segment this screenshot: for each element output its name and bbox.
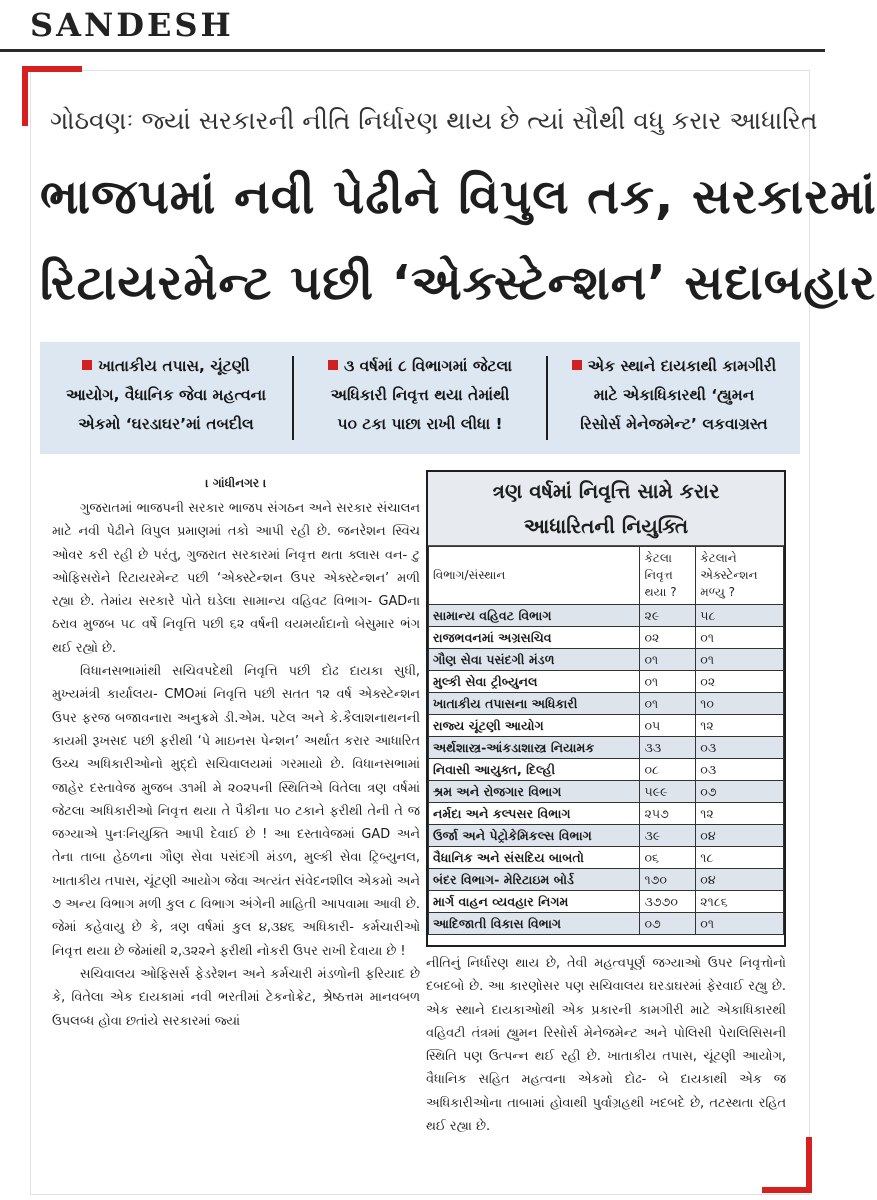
cell-retired: ૦૨	[640, 627, 696, 649]
deck-text: ખાતાકીય તપાસ, ચૂંટણી	[98, 357, 250, 375]
deck-text: અધિકારી નિવૃત્ત થયા તેમાંથી	[330, 386, 510, 404]
cell-retired: ૦૧	[640, 649, 696, 671]
cell-dept: મુલ્કી સેવા ટ્રીબ્યુનલ	[429, 671, 640, 693]
table-body	[429, 605, 784, 935]
cell-retired: ૨૯	[640, 605, 696, 627]
table-row	[429, 803, 784, 825]
brand-logo: SANDESH	[30, 6, 234, 44]
cell-retired: ૩૩	[640, 737, 696, 759]
table-row	[429, 869, 784, 891]
deck-item	[548, 342, 800, 454]
cell-extension: ૦૧	[696, 649, 784, 671]
bullet-square-icon	[82, 360, 92, 370]
cell-retired: ૦૫	[640, 715, 696, 737]
table-title	[428, 472, 784, 546]
cell-dept: બંદર વિભાગ- મેરિટાઇમ બોર્ડ	[429, 869, 640, 891]
cell-retired: ૧૭૦	[640, 869, 696, 891]
bullet-square-icon	[328, 360, 338, 370]
deck-text: માટે એકાધિકારથી ‘હ્યુમન	[593, 386, 755, 404]
table-header-row	[429, 547, 784, 605]
dateline: । ગાંધીનગર ।	[205, 476, 267, 490]
bullet-square-icon	[572, 360, 582, 370]
table-row	[429, 847, 784, 869]
cell-retired: ૦૭	[640, 913, 696, 935]
table-row	[429, 715, 784, 737]
deck-text: રિસોર્સ મેનેજમેન્ટ’ લકવાગ્રસ્ત	[580, 415, 768, 433]
data-table-box	[426, 470, 786, 947]
cell-dept: નિવાસી આયુક્ત, દિલ્હી	[429, 759, 640, 781]
table-title-line: આધારિતની નિયુક્તિ	[523, 514, 689, 538]
headline-line-1: ભાજપમાં નવી પેઢીને વિપુલ તક, સરકારમાં	[40, 169, 877, 225]
article-body-left	[52, 476, 420, 1033]
cell-extension: ૦૩	[696, 759, 784, 781]
deck-item	[40, 342, 292, 454]
paragraph: ગુજરાતમાં ભાજપની સરકાર ભાજપ સંગઠન અને સરકાર સંચાલન માટે નવી પેઢીને વિપુલ પ્રમાણમાં તકો આપી રહી છે. જનરેશન સ્વિચ ઓવર કરી રહી છે પરંતુ, ગુજરાત સરકારમાં નિવૃત્ત થતા ક્લાસ વન- ટુ ઓફિસરોને રિટાયરમેન્ટ પછી ‘એક્સ્ટેન્શન ઉપર એક્સ્ટેન્શન’ મળી રહ્યા છે. તેમાંય સરકારે પોતે ઘડેલા સામાન્ય વહિવટ વિભાગ- GADના ઠરાવ મુજબ ૫૮ વર્ષે નિવૃત્તિ પછી ૬૨ વર્ષની વયમર્યાદાનો બેસુમાર ભંગ થઈ રહ્યો છે.	[52, 501, 420, 656]
table-row	[429, 671, 784, 693]
corner-accent-bottom-right	[762, 1137, 812, 1193]
table-row	[429, 737, 784, 759]
cell-dept: ગૌણ સેવા પસંદગી મંડળ	[429, 649, 640, 671]
deck-item	[294, 342, 546, 454]
cell-dept: આદિજાતી વિકાસ વિભાગ	[429, 913, 640, 935]
table-row	[429, 649, 784, 671]
cell-extension: ૧૨	[696, 803, 784, 825]
cell-retired: ૩૭૭૦	[640, 891, 696, 913]
deck-text: એકમો ‘ઘરડાઘર’માં તબદીલ	[78, 415, 254, 433]
paragraph: સચિવાલય ઓફિસર્સ ફેડરેશન અને કર્મચારી મંડળોની ફરિયાદ છે કે, વિતેલા એક દાયકામાં નવી ભરતીમાં ટેકનોક્રેટ, શ્રેષ્ઠત્તમ માનવબળ ઉપલબ્ધ હોવા છતાંયે સરકારમાં જ્યાં	[52, 966, 420, 1029]
header-retired: કેટલા નિવૃત્ત થયા ?	[640, 547, 696, 605]
cell-extension: ૫૮	[696, 605, 784, 627]
retirement-extension-table	[428, 546, 784, 935]
table-row	[429, 825, 784, 847]
cell-extension: ૦૧	[696, 627, 784, 649]
cell-extension: ૦૭	[696, 781, 784, 803]
cell-dept: સામાન્ય વહિવટ વિભાગ	[429, 605, 640, 627]
cell-retired: ૦૬	[640, 847, 696, 869]
cell-dept: રાજ્ય ચૂંટણી આયોગ	[429, 715, 640, 737]
cell-retired: ૨૫૭	[640, 803, 696, 825]
deck-text: એક સ્થાને દાયકાથી કામગીરી	[587, 357, 777, 375]
table-row	[429, 627, 784, 649]
cell-extension: ૨૧૮૬	[696, 891, 784, 913]
deck-text: ૩ વર્ષમાં ૮ વિભાગમાં જેટલા	[343, 357, 513, 375]
cell-retired: ૦૧	[640, 693, 696, 715]
deck-text: ૫૦ ટકા પાછા રાખી લીધા !	[337, 415, 503, 433]
paragraph: નીતિનું નિર્ધારણ થાય છે, તેવી મહત્વપૂર્ણ જગ્યાઓ ઉપર નિવૃત્તોનો દબદબો છે. આ કારણોસર પણ સચિવાલય ઘરડાઘરમાં ફેરવાઈ રહ્યુ છે. એક સ્થાને દાયકાઓથી એક પ્રકારની કામગીરી માટે એકાધિકારથી વહિવટી તંત્રમાં હ્યુમન રિસોર્સ મેનેજમેન્ટ અને પોલિસી પેરાલિસિસની સ્થિતિ પણ ઉત્પન્ન થઈ રહી છે. ખાતાકીય તપાસ, ચૂંટણી આયોગ, વૈધાનિક સહિત મહત્વના એકમો દોઢ- બે દાયકાથી એક જ અધિકારીઓના તાબામાં હોવાથી પુર્વાગ્રહથી ખદબદે છે, તટસ્થતા રહિત થઈ રહ્યા છે.	[426, 956, 786, 1135]
table-title-line: ત્રણ વર્ષમાં નિવૃત્તિ સામે કરાર	[492, 479, 720, 503]
cell-extension: ૧૮	[696, 847, 784, 869]
table-row	[429, 891, 784, 913]
cell-retired: ૦૮	[640, 759, 696, 781]
cell-extension: ૦૧	[696, 913, 784, 935]
cell-dept: માર્ગ વાહન વ્યવહાર નિગમ	[429, 891, 640, 913]
cell-dept: અર્થશાસ્ત્ર-આંકડાશાસ્ત્ર નિયામક	[429, 737, 640, 759]
deck-text: આયોગ, વૈધાનિક જેવા મહત્વના	[66, 386, 266, 404]
cell-extension: ૦૪	[696, 869, 784, 891]
table-row	[429, 693, 784, 715]
table-row	[429, 913, 784, 935]
cell-dept: વૈધાનિક અને સંસદિય બાબતો	[429, 847, 640, 869]
headline-line-2: રિટાયરમેન્ટ પછી ‘એક્સ્ટેન્શન’ સદાબહાર	[40, 255, 877, 311]
deck-band	[40, 342, 800, 454]
table-row	[429, 605, 784, 627]
cell-dept: શ્રમ અને રોજગાર વિભાગ	[429, 781, 640, 803]
header-dept: વિભાગ/સંસ્થાન	[429, 547, 640, 605]
kicker: ગોઠવણઃ જ્યાં સરકારની નીતિ નિર્ધારણ થાય છે ત્યાં સૌથી વધુ કરાર આધારિત	[50, 106, 818, 135]
cell-retired: ૦૧	[640, 671, 696, 693]
cell-dept: નર્મદા અને કલ્પસર વિભાગ	[429, 803, 640, 825]
cell-retired: ૩૯	[640, 825, 696, 847]
cell-dept: રાજભવનમાં અગ્રસચિવ	[429, 627, 640, 649]
cell-extension: ૧૦	[696, 693, 784, 715]
cell-extension: ૧૨	[696, 715, 784, 737]
cell-extension: ૦૪	[696, 825, 784, 847]
table-row	[429, 781, 784, 803]
paragraph: વિધાનસભામાંથી સચિવપદેથી નિવૃત્તિ પછી દોઢ દાયકા સુધી, મુખ્યમંત્રી કાર્યાલય- CMOમાં નિવૃત્તિ પછી સતત ૧૨ વર્ષ એક્સ્ટેન્શન ઉપર ફરજ બજાવનારા અનુક્રમે ડી.એમ. પટેલ અને કે.કૈલાશનાથનની કાયમી રૂખસદ પછી ફરીથી ‘પે માઇનસ પેન્શન’ અર્થાત કરાર આધારિત ઉચ્ચ અધિકારીઓનો મુદ્દો સચિવાલયમાં ગરમાયો છે. વિધાનસભામાં જાહેર દસ્તાવેજ મુજબ ૩૧મી મે ૨૦૨૫ની સ્થિતિએ વિતેલા ત્રણ વર્ષમાં જેટલા અધિકારીઓ નિવૃત્ત થયા તે પૈકીના ૫૦ ટકાને ફરીથી તેની તે જ જગ્યાએ પુનઃનિયુક્તિ આપી દેવાઈ છે ! આ દસ્તાવેજમાં GAD અને તેના તાબા હેઠળના ગૌણ સેવા પસંદગી મંડળ, મુલ્કી સેવા ટ્રિબ્યુનલ, ખાતાકીય તપાસ, ચૂંટણી આયોગ જેવા અત્યંત સંવેદનશીલ એકમો અને ૭ અન્ય વિભાગ મળી કુલ ૮ વિભાગ અંગેની માહિતી આપવામા આવી છે. જેમાં કહેવાયુ છે કે, ત્રણ વર્ષમાં કુલ ૪,૩૪૬ અધિકારી- કર્મચારીઓ નિવૃત્ત થયા છે જેમાંથી ૨,૩૨૨ને ફરીથી નોકરી ઉપર રાખી દેવાયા છે !	[52, 664, 420, 959]
cell-dept: ખાતાકીય તપાસના અધિકારી	[429, 693, 640, 715]
cell-extension: ૦૩	[696, 737, 784, 759]
masthead	[0, 0, 825, 52]
cell-retired: ૫૯૯	[640, 781, 696, 803]
cell-dept: ઉર્જા અને પેટ્રોકેમિકલ્સ વિભાગ	[429, 825, 640, 847]
article-body-right	[426, 952, 786, 1138]
header-extension: કેટલાને એક્સ્ટેન્શન મળ્યુ ?	[696, 547, 784, 605]
table-row	[429, 759, 784, 781]
cell-extension: ૦૨	[696, 671, 784, 693]
